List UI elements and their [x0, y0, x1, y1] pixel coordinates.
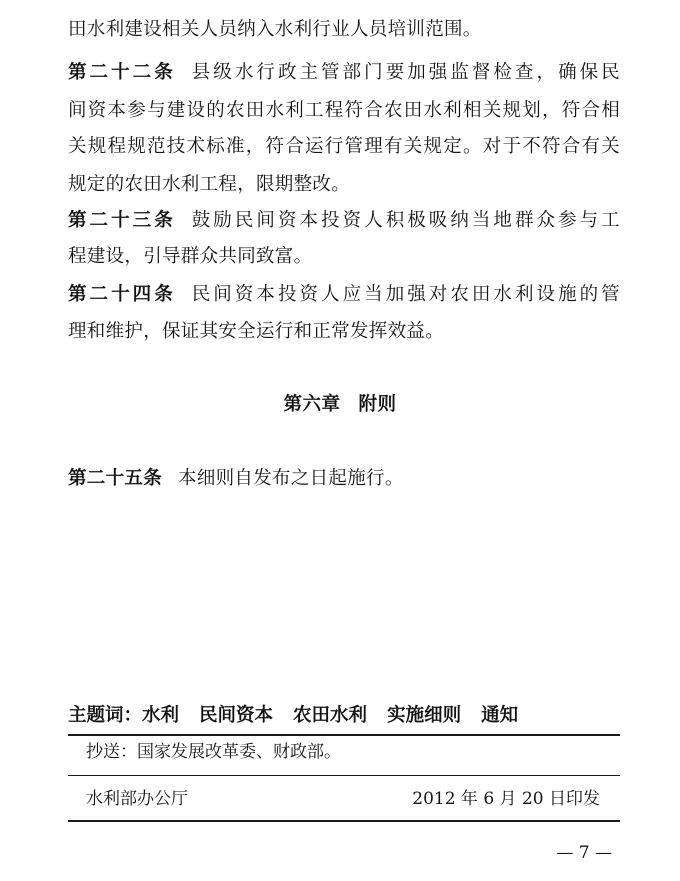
article-22-line-3: 关规程规范技术标准，符合运行管理有关规定。对于不符合有关: [68, 136, 620, 157]
chapter-heading: [0, 396, 680, 415]
article-24-number: 第二十四条: [68, 284, 176, 305]
article-22-text-1: 县级水行政主管部门要加强监督检查，确保民: [191, 62, 620, 83]
article-23-text-1: 鼓励民间资本投资人积极吸纳当地群众参与工: [191, 210, 620, 231]
article-25-text-1: 本细则自发布之日起施行。: [178, 468, 404, 489]
article-23-number: 第二十三条: [68, 210, 176, 231]
article-22-line-4: 规定的农田水利工程，限期整改。: [68, 174, 351, 195]
paragraph-continuation: 田水利建设相关人员纳入水利行业人员培训范围。: [68, 19, 482, 40]
keyword: 水利: [142, 705, 180, 726]
page-number: — 7 —: [556, 843, 612, 863]
keywords-label: 主题词：: [68, 705, 143, 726]
subject-keywords: [68, 707, 518, 726]
article-24-line-2: 理和维护，保证其安全运行和正常发挥效益。: [68, 321, 445, 342]
article-23-line-2: 程建设，引导群众共同致富。: [68, 246, 313, 267]
article-22-line-1: [68, 64, 620, 83]
article-23-line-1: [68, 212, 620, 231]
keyword: 通知: [481, 705, 519, 726]
chapter-title: 附则: [358, 394, 397, 415]
article-22-number: 第二十二条: [68, 62, 176, 83]
divider-bottom: [68, 820, 620, 822]
article-22-line-2: 间资本参与建设的农田水利工程符合农田水利相关规划，符合相: [68, 100, 620, 121]
article-24-text-1: 民间资本投资人应当加强对农田水利设施的管: [191, 284, 620, 305]
cc-recipients: 抄送：国家发展改革委、财政部。: [86, 742, 341, 762]
divider-top: [68, 734, 620, 736]
article-24-line-1: [68, 286, 620, 305]
issuing-office: 水利部办公厅: [86, 789, 188, 809]
keyword: 农田水利: [293, 705, 368, 726]
chapter-number: 第六章: [283, 394, 341, 415]
keyword: 民间资本: [199, 705, 274, 726]
article-25-line-1: [68, 470, 620, 489]
divider-middle: [68, 775, 620, 776]
issue-date: 2012 年 6 月 20 日印发: [412, 789, 600, 809]
keyword: 实施细则: [387, 705, 462, 726]
article-25-number: 第二十五条: [68, 468, 163, 489]
